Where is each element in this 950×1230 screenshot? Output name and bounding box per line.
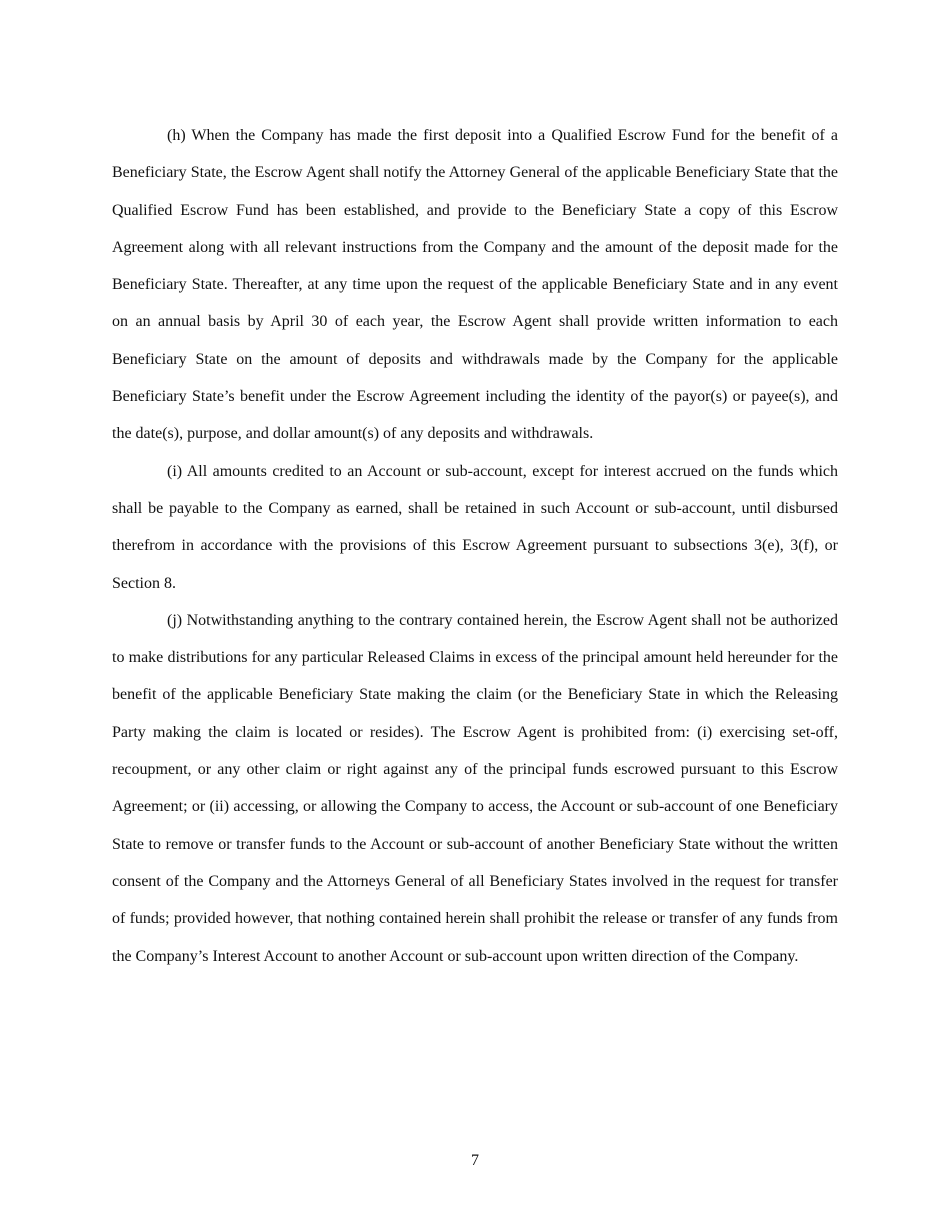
page-number: 7: [471, 1152, 479, 1169]
body-text: [112, 117, 838, 975]
paragraph-h: (h) When the Company has made the first deposit into a Qualified Escrow Fund for the benefit of a Beneficiary State, the Escrow Agent shall notify the Attorney General of the applicable Beneficiary State that the Qualified Escrow Fund has been established, and provide to the Beneficiary State a copy of this Escrow Agreement along with all relevant instructions from the Company and the amount of the deposit made for the Beneficiary State. Thereafter, at any time upon the request of the applicable Beneficiary State and in any event on an annual basis by April 30 of each year, the Escrow Agent shall provide written information to each Beneficiary State on the amount of deposits and withdrawals made by the Company for the applicable Beneficiary State’s benefit under the Escrow Agreement including the identity of the payor(s) or payee(s), and the date(s), purpose, and dollar amount(s) of any deposits and withdrawals.: [112, 127, 838, 443]
paragraph-i: (i) All amounts credited to an Account or sub-account, except for interest accrued on the funds which shall be payable to the Company as earned, shall be retained in such Account or sub-account, until disbursed therefrom in accordance with the provisions of this Escrow Agreement pursuant to subsections 3(e), 3(f), or Section 8.: [112, 462, 838, 592]
paragraph-j: (j) Notwithstanding anything to the contrary contained herein, the Escrow Agent shall not be authorized to make distributions for any particular Released Claims in excess of the principal amount held hereunder for the benefit of the applicable Beneficiary State making the claim (or the Beneficiary State in which the Releasing Party making the claim is located or resides). The Escrow Agent is prohibited from: (i) exercising set-off, recoupment, or any other claim or right against any of the principal funds escrowed pursuant to this Escrow Agreement; or (ii) accessing, or allowing the Company to access, the Account or sub-account of one Beneficiary State to remove or transfer funds to the Account or sub-account of another Beneficiary State without the written consent of the Company and the Attorneys General of all Beneficiary States involved in the request for transfer of funds; provided however, that nothing contained herein shall prohibit the release or transfer of any funds from the Company’s Interest Account to another Account or sub-account upon written direction of the Company.: [112, 611, 838, 965]
